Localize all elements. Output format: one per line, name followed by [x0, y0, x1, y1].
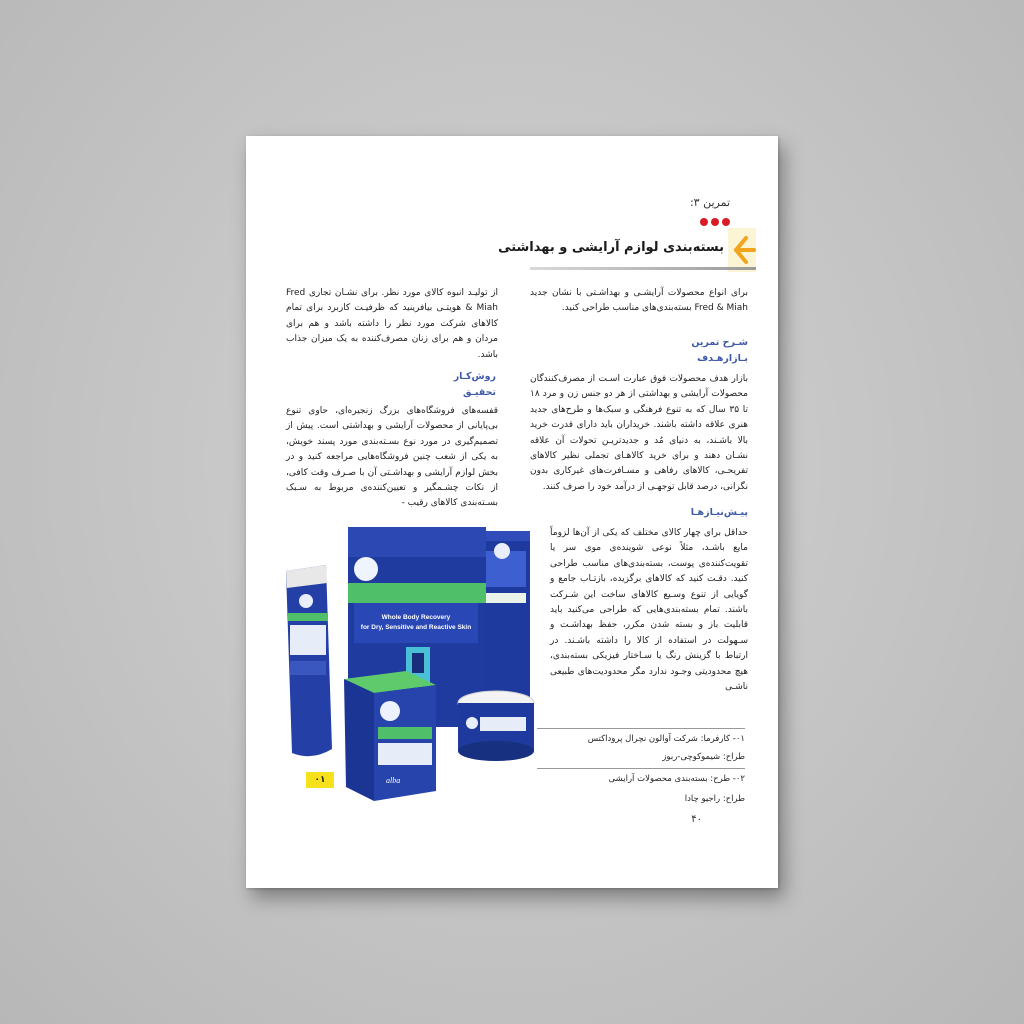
caption-divider: [537, 728, 745, 729]
dot: [711, 218, 719, 226]
maker-logo: alba: [386, 776, 401, 785]
title-underline: [530, 267, 756, 270]
description-heading: شـرح تمرین: [691, 337, 748, 348]
caption-1-client: ۰۱- کارفرما: شرکت آوالون نچرال پروداکتس: [587, 734, 745, 744]
book-page: [246, 136, 778, 888]
method-heading: روش‌کـار: [453, 371, 496, 382]
prerequisites-heading: پیـش‌نیـازهـا: [690, 507, 748, 518]
decorative-dots: [700, 218, 730, 226]
figure-badge: ۰۱: [306, 772, 334, 788]
dot: [700, 218, 708, 226]
product-photo: [266, 521, 540, 811]
arrow-icon: [728, 228, 756, 272]
research-text: قفسه‌های فروشگاه‌های بزرگ زنجیره‌ای، حاوی تنوع بی‌پایانی از محصولات آرایشی و بهداشتی است. پیش از تصمیم‌گیری در مورد نوع بسـته‌بندی مورد پسند خویش، به یکی از شعب چنین فروشگاه‌هایی مراجعه کنید و در بخش لوازم آرایشی و بهداشـتی آن با صـرف وقت کافی، از نکات چشـمگیر و تعیین‌کننده‌ی مربوط به سـبک بسـته‌بندی کالاهای رقیب -: [286, 406, 498, 509]
dot: [722, 218, 730, 226]
box-headline-1: Whole Body Recovery: [381, 614, 451, 621]
box-headline-2: for Dry, Sensitive and Reactive Skin: [360, 624, 472, 631]
caption-2-designer: طراح: راجیو چادا: [684, 794, 745, 804]
exercise-label: تمرین ۳:: [689, 196, 730, 209]
page-title: بسته‌بندی لوازم آرایشی و بهداشتی: [498, 240, 724, 255]
page-number: ۴۰: [691, 814, 702, 825]
caption-1-designer: طراح: شیموکوچی-ربوز: [662, 752, 745, 762]
caption-divider: [537, 768, 745, 769]
title-block: [498, 228, 756, 272]
target-market-heading: بـازارهـدف: [697, 353, 748, 364]
prerequisites-text: حداقل برای چهار کالای مختلف که یکی از آن‌ها لزوماً مایع باشـد، مثلاً نوعی شوینده‌ی موی سر یا تقویت‌کننده‌ی پوست، بسته‌بندی‌های مناسب طراحی کنید. دقـت کنید که کالاهای برگزیده، بازتـاب جامع و گویایی از تنوع وسـیع کالاهای ساخت این شـرکت باشند. تمام بسته‌بندی‌هایی که طراحی می‌کنید باید قابلیت باز و بسته شدن مکرر، حفظ بهداشـت و سـهولت در استفاده از کالا را داشته باشـند. در ارتباط با گزینش رنگ یا سـاختار فیزیکی بسته‌بندی، هیچ محدودیتی وجـود ندارد مگر محدودیت‌های طبیعی ناشـی: [550, 528, 748, 693]
caption-2-project: ۰۲- طرح: بسته‌بندی محصولات آرایشی: [608, 774, 745, 784]
research-heading: تحقیـق: [463, 387, 496, 398]
intro-left-text: از تولیـد انبوه کالای مورد نظر. برای نشـان تجاری Fred & Miah هویتـی بیافرینید که ظرفیـت کاربرد برای تمام کالاهای شرکت مورد نظر را داشته باشد و هم برای مردان و هم برای زنان مصرف‌کننده به یک میزان جذاب باشد.: [286, 288, 498, 360]
intro-right-text: برای انواع محصولات آرایشـی و بهداشـتی با نشان جدید Fred & Miah بسته‌بندی‌های مناسب طراحی کنید.: [530, 288, 748, 314]
target-market-text: بازار هدف محصولات فوق عبارت اسـت از مصرف‌کنندگان محصولات آرایشی و بهداشتی از هر دو جنس زن و مرد ۱۸ تا ۳۵ سال که به تنوع فرهنگی و سبک‌ها و طرح‌های جدید هنری علاقه داشته باشند. خریداران باید دارای قدرت خرید بالا باشـند، به دنیای مُد و جدیدتریـن تحولات آن علاقه نشـان دهند و برای خرید کالاهـای تجملی نظیر کالاهای تفریحـی، کالاهای رفاهی و مسـافرت‌های غیرکاری بدون نگرانی، درصد قابل توجهـی از درآمد خود را صرف کنند.: [530, 374, 748, 492]
